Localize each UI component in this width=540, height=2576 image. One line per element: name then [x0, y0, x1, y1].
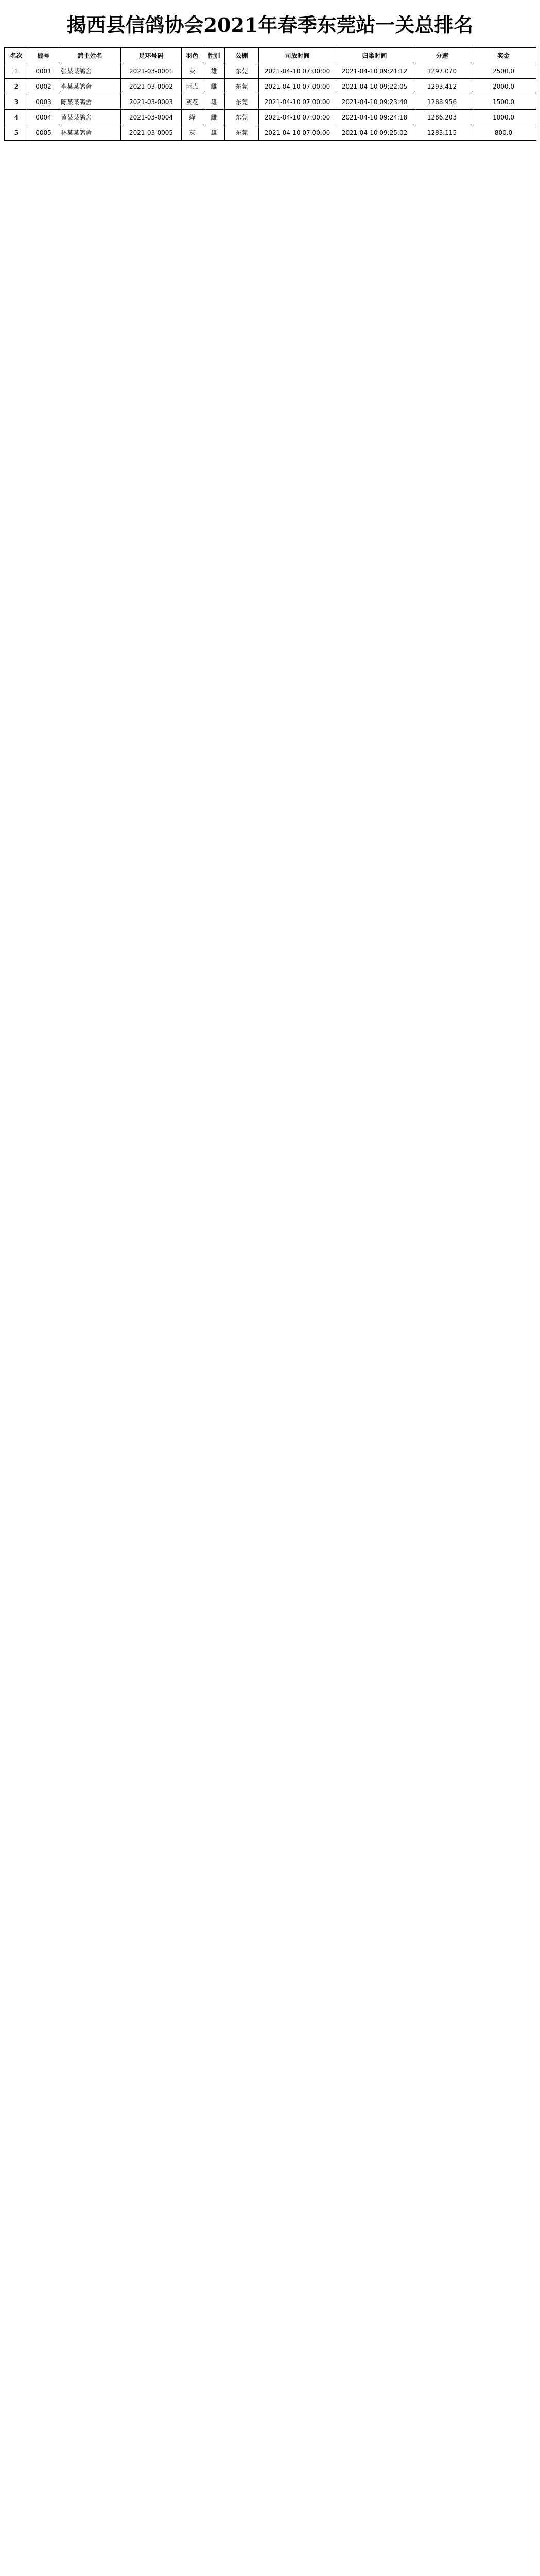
ranking-table [4, 47, 536, 141]
cell-sex: 雄 [203, 63, 225, 79]
cell-loft: 0002 [28, 79, 59, 94]
cell-station: 东莞 [225, 79, 259, 94]
table-row [5, 79, 536, 94]
cell-station: 东莞 [225, 125, 259, 141]
cell-rank: 4 [5, 110, 28, 125]
col-ring-header: 足环号码 [121, 48, 182, 63]
cell-ring: 2021-03-0001 [121, 63, 182, 79]
cell-release: 2021-04-10 07:00:00 [259, 94, 336, 110]
cell-loft: 0001 [28, 63, 59, 79]
cell-sex: 雌 [203, 79, 225, 94]
cell-station: 东莞 [225, 110, 259, 125]
cell-prize: 1500.0 [471, 94, 536, 110]
cell-release: 2021-04-10 07:00:00 [259, 79, 336, 94]
cell-color: 灰花 [182, 94, 203, 110]
cell-arrival: 2021-04-10 09:21:12 [336, 63, 413, 79]
cell-speed: 1286.203 [413, 110, 471, 125]
col-speed-header: 分速 [413, 48, 471, 63]
cell-rank: 3 [5, 94, 28, 110]
cell-sex: 雄 [203, 94, 225, 110]
page-title: 揭西县信鸽协会2021年春季东莞站一关总排名 [66, 13, 474, 37]
col-arrival-header: 归巢时间 [336, 48, 413, 63]
col-color-header: 羽色 [182, 48, 203, 63]
cell-owner: 张某某鸽舍 [59, 63, 121, 79]
col-rank-header: 名次 [5, 48, 28, 63]
table-row [5, 63, 536, 79]
cell-owner: 李某某鸽舍 [59, 79, 121, 94]
page [0, 0, 540, 144]
cell-arrival: 2021-04-10 09:25:02 [336, 125, 413, 141]
cell-rank: 5 [5, 125, 28, 141]
cell-color: 绛 [182, 110, 203, 125]
cell-ring: 2021-03-0002 [121, 79, 182, 94]
cell-rank: 2 [5, 79, 28, 94]
cell-speed: 1297.070 [413, 63, 471, 79]
cell-station: 东莞 [225, 63, 259, 79]
cell-release: 2021-04-10 07:00:00 [259, 125, 336, 141]
cell-ring: 2021-03-0005 [121, 125, 182, 141]
cell-color: 雨点 [182, 79, 203, 94]
cell-arrival: 2021-04-10 09:23:40 [336, 94, 413, 110]
cell-color: 灰 [182, 125, 203, 141]
cell-sex: 雌 [203, 110, 225, 125]
col-sex-header: 性别 [203, 48, 225, 63]
table-row [5, 125, 536, 141]
cell-speed: 1288.956 [413, 94, 471, 110]
col-release-header: 司放时间 [259, 48, 336, 63]
cell-color: 灰 [182, 63, 203, 79]
cell-prize: 800.0 [471, 125, 536, 141]
cell-prize: 1000.0 [471, 110, 536, 125]
cell-loft: 0004 [28, 110, 59, 125]
cell-arrival: 2021-04-10 09:22:05 [336, 79, 413, 94]
cell-sex: 雄 [203, 125, 225, 141]
col-prize-header: 奖金 [471, 48, 536, 63]
cell-ring: 2021-03-0003 [121, 94, 182, 110]
cell-station: 东莞 [225, 94, 259, 110]
col-station-header: 公棚 [225, 48, 259, 63]
cell-prize: 2500.0 [471, 63, 536, 79]
table-row [5, 94, 536, 110]
cell-arrival: 2021-04-10 09:24:18 [336, 110, 413, 125]
table-body [5, 63, 536, 141]
cell-release: 2021-04-10 07:00:00 [259, 63, 336, 79]
table-header-row [5, 48, 536, 63]
table-row [5, 110, 536, 125]
col-loft-header: 棚号 [28, 48, 59, 63]
cell-speed: 1293.412 [413, 79, 471, 94]
cell-owner: 陈某某鸽舍 [59, 94, 121, 110]
col-owner-header: 鸽主姓名 [59, 48, 121, 63]
cell-ring: 2021-03-0004 [121, 110, 182, 125]
cell-owner: 林某某鸽舍 [59, 125, 121, 141]
cell-speed: 1283.115 [413, 125, 471, 141]
cell-prize: 2000.0 [471, 79, 536, 94]
cell-rank: 1 [5, 63, 28, 79]
cell-loft: 0005 [28, 125, 59, 141]
cell-loft: 0003 [28, 94, 59, 110]
cell-owner: 黄某某鸽舍 [59, 110, 121, 125]
cell-release: 2021-04-10 07:00:00 [259, 110, 336, 125]
